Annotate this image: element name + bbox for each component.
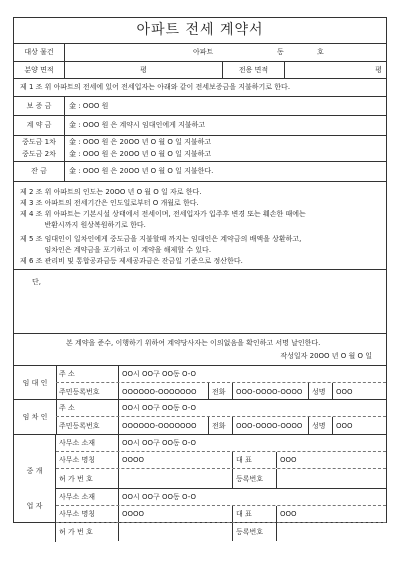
article-3: 제 3 조 아파트의 전세기간은 인도일로부터 O 개월로 한다. — [20, 199, 199, 207]
article-4-cont: 반환시까지 원상복원하기로 한다. — [20, 221, 146, 229]
lessor-name-label: 성명 — [308, 383, 332, 400]
lessee-label: 임 차 인 — [14, 400, 57, 434]
target-label: 대상 물건 — [24, 48, 54, 57]
apt-label: 아파트 — [193, 48, 214, 57]
lessor-id-value: OOOOOO-OOOOOOO — [118, 383, 208, 400]
lessor-id-row — [56, 383, 386, 400]
office-2-name-label: 사무소 명칭 — [59, 510, 96, 518]
contract-document — [13, 17, 387, 536]
agent-label-top: 중 개 — [26, 466, 43, 475]
article-1-row — [14, 79, 386, 97]
special-terms-label: 단, — [32, 278, 41, 286]
closing-block — [14, 334, 386, 366]
office-1-rep-label: 대 표 — [232, 452, 276, 468]
lessor-label: 임 대 인 — [14, 366, 57, 399]
article-5-cont: 임차인은 계약금을 포기하고 이 계약을 해제할 수 있다. — [20, 246, 212, 254]
lessor-address-label: 주 소 — [59, 370, 75, 378]
area-row — [14, 62, 386, 79]
lessee-address-label: 주 소 — [59, 404, 75, 412]
lessee-phone-label: 전화 — [208, 417, 232, 434]
office-1-address-label: 사무소 소재 — [59, 439, 96, 447]
balance-value: 金 : OOO 원 은 20OO 년 O 월 O 일 지불한다. — [64, 162, 386, 181]
lessor-address-row — [56, 366, 386, 383]
document-title: 아파트 전세 계약서 — [14, 18, 386, 44]
interim-1-value: 金 : OOO 원 은 20OO 년 O 월 O 일 지불하고 — [69, 138, 212, 147]
lessor-block — [14, 366, 386, 400]
office-1-license-row — [56, 469, 386, 489]
article-4: 제 4 조 위 아파트는 기본시설 상태에서 전세이며, 전세입자가 입주후 변경 또는 훼손한 때에는 — [20, 210, 306, 218]
office-1-reg-value — [276, 469, 386, 488]
office-1-name-row — [56, 452, 386, 469]
office-1-address-row — [56, 435, 386, 452]
office-2-license-value — [118, 523, 232, 541]
contract-payment-row — [14, 116, 386, 136]
articles-block — [14, 182, 386, 270]
agent-label — [14, 435, 56, 542]
deposit-row — [14, 97, 386, 116]
lessor-address-value: OO시 OO구 OO동 O-O — [118, 366, 386, 382]
interim-2-value: 金 : OOO 원 은 20OO 년 O 월 O 일 지불하고 — [69, 150, 212, 158]
article-2: 제 2 조 위 아파트의 인도는 20OO 년 O 월 O 일 자로 한다. — [20, 188, 202, 196]
private-area-field — [284, 62, 386, 78]
interim-values — [64, 136, 386, 161]
deposit-value: 金 : OOO 원 — [64, 97, 386, 115]
lessee-id-label: 주민등록번호 — [59, 421, 100, 430]
office-2-address-row — [56, 489, 386, 506]
closing-statement: 본 계약을 준수, 이행하기 위하여 계약당사자는 이의없음을 확인하고 서명 날인한다. — [66, 339, 321, 347]
office-2-rep-label: 대 표 — [232, 506, 276, 522]
agent-label-bottom: 업 자 — [26, 502, 43, 511]
office-1-address-value: OO시 OO구 OO동 O-O — [118, 435, 386, 451]
office-2-name-row — [56, 506, 386, 523]
private-area-unit: 평 — [375, 65, 382, 74]
contract-payment-value: 金 : OOO 원 은 계약시 임대인에게 지불하고 — [64, 116, 386, 135]
lessee-id-value: OOOOOO-OOOOOOO — [118, 417, 208, 434]
lessee-id-row — [56, 417, 386, 434]
target-row — [14, 44, 386, 62]
lessor-phone-label: 전화 — [208, 383, 232, 400]
balance-row — [14, 162, 386, 182]
office-2-address-value: OO시 OO구 OO동 O-O — [118, 489, 386, 505]
office-2-reg-value — [276, 523, 386, 541]
office-1-name-value: OOOO — [118, 452, 232, 468]
office-1-license-label: 허 가 번 호 — [59, 474, 93, 483]
office-2-rep-value: OOO — [276, 506, 386, 522]
sale-area-unit: 평 — [140, 65, 147, 74]
lessor-phone-value: OOO-OOOO-OOOO — [232, 383, 308, 400]
sale-area-label: 분양 면적 — [24, 65, 54, 74]
date-line: 작성일자 20OO 년 O 월 O 일 — [280, 352, 372, 360]
dong-label: 동 — [277, 48, 284, 57]
sale-area-field — [64, 62, 222, 78]
lessee-block — [14, 400, 386, 435]
interim-labels — [14, 136, 64, 161]
target-field — [64, 44, 386, 61]
ho-label: 호 — [317, 48, 324, 57]
interim-row — [14, 136, 386, 162]
office-1-rep-value: OOO — [276, 452, 386, 468]
article-5: 제 5 조 임대인이 일차인에게 중도금을 지불할때 까지는 임대인은 계약금의 배액을 상환하고, — [20, 235, 302, 243]
office-2-reg-label: 등록번호 — [232, 523, 276, 541]
lessee-address-value: OO시 OO구 OO동 O-O — [118, 400, 386, 416]
lessee-phone-value: OOO-OOOO-OOOO — [232, 417, 308, 434]
office-2-license-label: 허 가 번 호 — [59, 528, 93, 536]
office-1-reg-label: 등록번호 — [232, 469, 276, 488]
office-2-license-row — [56, 523, 386, 541]
deposit-label: 보 증 금 — [26, 101, 52, 110]
article-6: 제 6 조 관리비 및 통합공과금등 제세공과금은 잔금일 기준으로 정산한다. — [20, 257, 243, 265]
lessee-name-label: 성명 — [308, 417, 332, 434]
office-1-name-label: 사무소 명칭 — [59, 456, 96, 464]
balance-label: 잔 금 — [31, 167, 47, 176]
agent-block — [14, 435, 386, 542]
lessor-name-value: OOO — [332, 383, 386, 400]
private-area-label: 전용 면적 — [222, 62, 284, 78]
lessee-name-value: OOO — [332, 417, 386, 434]
lessor-id-label: 주민등록번호 — [59, 387, 100, 396]
interim-1-label: 중도금 1차 — [22, 138, 56, 147]
special-terms — [14, 270, 386, 334]
office-2-name-value: OOOO — [118, 506, 232, 522]
office-2-address-label: 사무소 소재 — [59, 493, 96, 501]
office-1-license-value — [118, 469, 232, 488]
interim-2-label: 중도금 2차 — [22, 150, 56, 158]
lessee-address-row — [56, 400, 386, 417]
article-1: 제 1 조 위 아파트의 전세에 있어 전세입자는 아래와 같이 전세보증금을 지불하기로 한다. — [20, 83, 291, 92]
contract-payment-label: 계 약 금 — [26, 121, 52, 130]
